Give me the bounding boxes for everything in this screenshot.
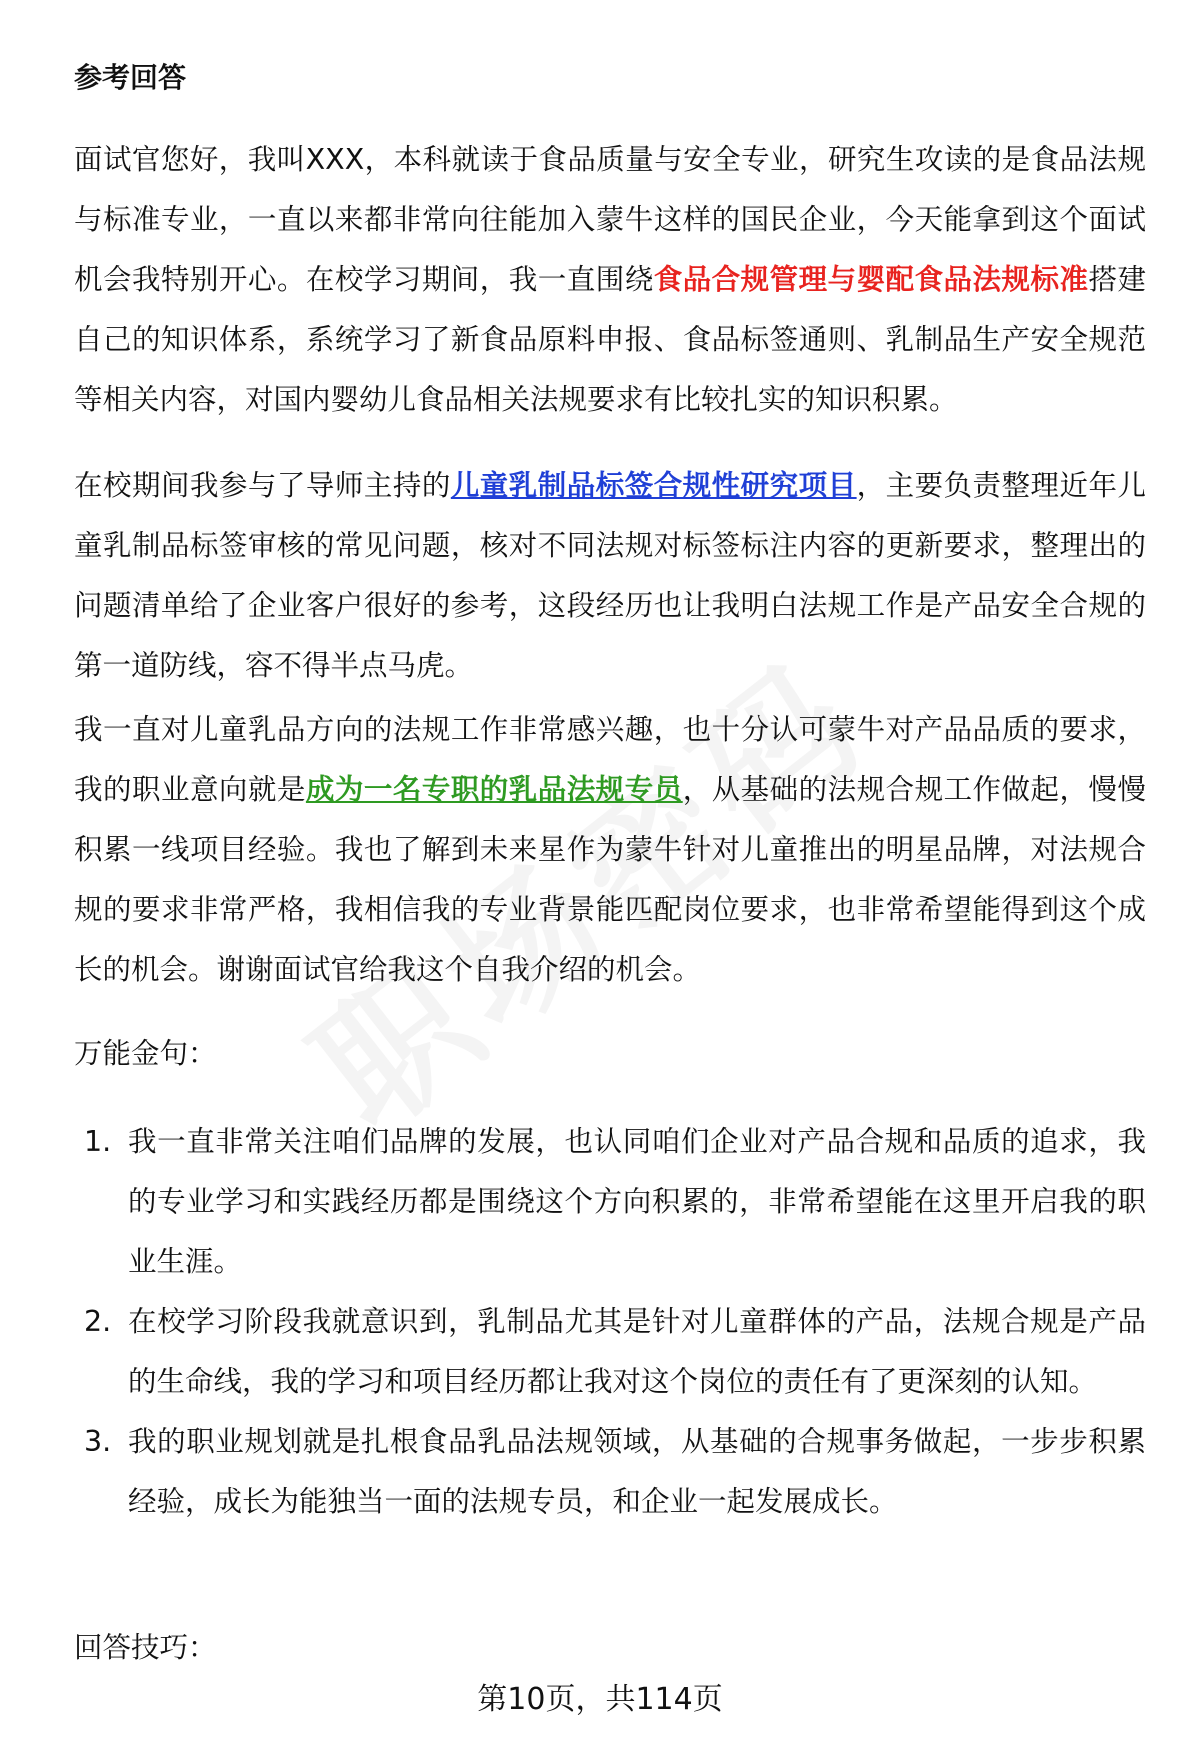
paragraph-3-text-after: ，从基础的法规合规工作做起，慢慢积累一线项目经验。我也了解到未来星作为蒙牛针对儿童推出的明星品牌，对法规合规的要求非常严格，我相信我的专业背景能匹配岗位要求，也非常希望能得到这个成长的机会。谢谢面试官给我这个自我介绍的机会。 xyxy=(74,773,1146,986)
page-number: 第10页，共114页 xyxy=(477,1682,723,1717)
paragraph-3 xyxy=(74,700,1146,1000)
paragraph-2 xyxy=(74,456,1146,696)
list-item-text: 我一直非常关注咱们品牌的发展，也认同咱们企业对产品合规和品质的追求，我的专业学习和实践经历都是围绕这个方向积累的，非常希望能在这里开启我的职业生涯。 xyxy=(128,1125,1146,1278)
paragraph-2-text-after: ，主要负责整理近年儿童乳制品标签审核的常见问题，核对不同法规对标签标注内容的更新要求，整理出的问题清单给了企业客户很好的参考，这段经历也让我明白法规工作是产品安全合规的第一道防线，容不得半点马虎。 xyxy=(74,469,1146,682)
list-item-text: 我的职业规划就是扎根食品乳品法规领域，从基础的合规事务做起，一步步积累经验，成长为能独当一面的法规专员，和企业一起发展成长。 xyxy=(128,1425,1146,1518)
paragraph-1-text-before: 面试官您好，我叫XXX，本科就读于食品质量与安全专业，研究生攻读的是食品法规与标准专业，一直以来都非常向往能加入蒙牛这样的国民企业，今天能拿到这个面试机会我特别开心。在校学习期间，我一直围绕 xyxy=(74,143,1146,296)
paragraph-1-text-after: 搭建自己的知识体系，系统学习了新食品原料申报、食品标签通则、乳制品生产安全规范等相关内容，对国内婴幼儿食品相关法规要求有比较扎实的知识积累。 xyxy=(74,263,1146,416)
paragraph-2-highlight: 儿童乳制品标签合规性研究项目 xyxy=(450,469,857,502)
list-item-number: 2. xyxy=(84,1305,112,1338)
list-item xyxy=(74,1292,1146,1412)
paragraph-3-highlight: 成为一名专职的乳品法规专员 xyxy=(305,773,683,806)
paragraph-1 xyxy=(74,130,1146,430)
golden-sentences-label: 万能金句： xyxy=(74,1037,217,1070)
paragraph-3-text-before: 我一直对儿童乳品方向的法规工作非常感兴趣，也十分认可蒙牛对产品品质的要求，我的职业意向就是 xyxy=(74,713,1146,806)
answer-tips-label: 回答技巧： xyxy=(74,1631,217,1664)
list-item-text: 在校学习阶段我就意识到，乳制品尤其是针对儿童群体的产品，法规合规是产品的生命线，我的学习和项目经历都让我对这个岗位的责任有了更深刻的认知。 xyxy=(128,1305,1146,1398)
paragraph-2-text-before: 在校期间我参与了导师主持的 xyxy=(74,469,451,502)
golden-sentences-list xyxy=(74,1112,1146,1532)
list-item-number: 3. xyxy=(84,1425,112,1458)
section-heading: 参考回答 xyxy=(74,61,187,94)
list-item xyxy=(74,1412,1146,1532)
list-item xyxy=(74,1112,1146,1292)
paragraph-1-highlight: 食品合规管理与婴配食品法规标准 xyxy=(653,263,1089,296)
list-item-number: 1. xyxy=(84,1125,112,1158)
